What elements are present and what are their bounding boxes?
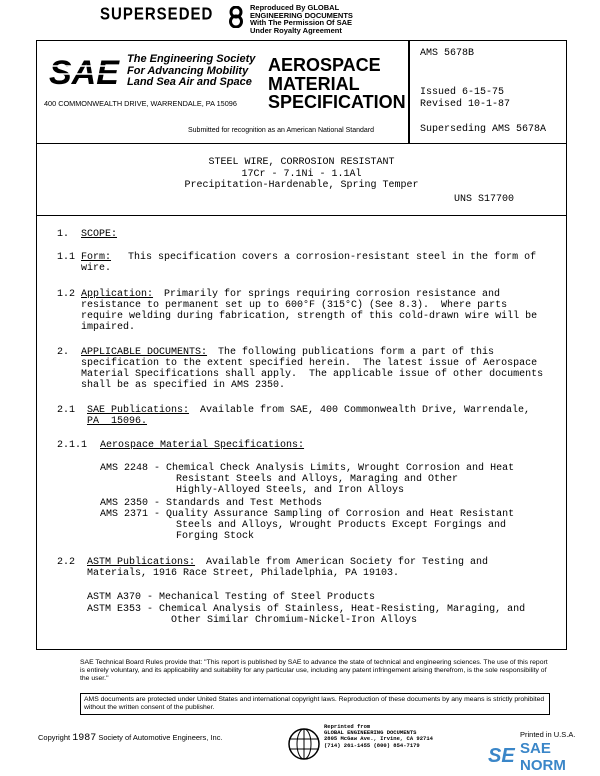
copyright-line: [38, 733, 223, 744]
society-line: For Advancing Mobility: [127, 64, 249, 77]
revised-date: Revised 10-1-87: [420, 99, 511, 110]
reference-text: Resistant Steels and Alloys, Maraging and Other: [176, 474, 459, 485]
reprint-line: (714) 261-1455 (800) 854-7179: [324, 741, 420, 749]
issued-date: Issued 6-15-75: [420, 87, 505, 98]
section-text: shall be as specified in AMS 2350.: [81, 380, 286, 391]
reference-ams-2371: AMS 2371 - Quality Assurance Sampling of Corrosion and Heat Resistant: [100, 509, 515, 520]
section-label-application: Application:: [81, 289, 154, 300]
section-number: 1.: [57, 229, 70, 240]
reference-ams-2350: AMS 2350 - Standards and Test Methods: [100, 498, 323, 509]
submitted-note: Submitted for recognition as an American National Standard: [188, 127, 374, 134]
globe-logo-icon: [286, 726, 322, 762]
copyright-notice: AMS documents are protected under United States and international copyright laws. Reproduction of these documents by any means is strictly prohibited without the written consent of the publisher.: [80, 693, 550, 715]
section-text: wire.: [81, 263, 112, 274]
repro-line: With The Permission Of SAE: [250, 18, 353, 27]
society-address: 400 COMMONWEALTH DRIVE, WARRENDALE, PA 15096: [44, 99, 237, 108]
sae-logo: [47, 54, 125, 88]
reference-astm-e353: ASTM E353 - Chemical Analysis of Stainless, Heat-Resisting, Maraging, and: [87, 604, 526, 615]
header-divider: [408, 40, 410, 144]
svg-text:SE: SE: [488, 745, 515, 766]
svg-text:SAE: SAE: [49, 54, 119, 88]
society-line: Land Sea Air and Space: [127, 76, 252, 88]
reference-astm-a370: ASTM A370 - Mechanical Testing of Steel Products: [87, 592, 376, 603]
section-text: impaired.: [81, 322, 136, 333]
reprint-line: 2805 McGaw Ave., Irvine, CA 92714: [324, 735, 433, 743]
global-stamp-icon: [228, 6, 244, 28]
body-box: [36, 216, 567, 650]
sae-norm-logo-icon: [488, 742, 518, 766]
society-line: The Engineering Society: [127, 53, 256, 65]
reference-ams-2248: AMS 2248 - Chemical Check Analysis Limits, Wrought Corrosion and Heat: [100, 463, 515, 474]
section-label-sae-publications: SAE Publications:: [87, 405, 190, 416]
reference-text: Other Similar Chromium-Nickel-Iron Alloys: [171, 615, 418, 626]
title-line: MATERIAL: [268, 73, 360, 94]
issue-dates: [420, 87, 510, 111]
sae-norm-watermark: SAE NORM: [520, 740, 566, 774]
section-label-ams-specs: Aerospace Material Specifications:: [100, 440, 305, 451]
section-text: specification to the extent specified herein. The latest issue of Aerospace: [81, 358, 538, 369]
title-condition: Precipitation-Hardenable, Spring Temper: [184, 180, 419, 191]
section-heading-scope: SCOPE:: [81, 229, 118, 240]
copyright-label: Copyright: [38, 733, 71, 742]
repro-line: ENGINEERING DOCUMENTS: [250, 10, 353, 20]
title-line: AEROSPACE: [268, 55, 381, 75]
section-text: The following publications form a part of this: [218, 347, 495, 358]
section-number: 1.1: [57, 252, 76, 263]
printed-in: Printed in U.S.A.: [520, 730, 576, 739]
section-text: Primarily for springs requiring corrosion resistance and: [164, 289, 501, 300]
section-number: 1.2: [57, 289, 76, 300]
title-line: SPECIFICATION: [268, 92, 406, 112]
reprint-line: Reprinted from: [324, 723, 371, 730]
section-number: 2.: [57, 347, 70, 358]
section-text: require welding during fabrication, strength of this cold-drawn wire will be: [81, 311, 538, 322]
section-number: 2.1: [57, 405, 76, 416]
section-label-astm-publications: ASTM Publications:: [87, 557, 196, 568]
section-text: Materials, 1916 Race Street, Philadelphia, PA 19103.: [87, 568, 400, 579]
reference-text: Highly-Alloyed Steels, and Iron Alloys: [176, 485, 405, 496]
reproduction-notice: [250, 4, 353, 34]
section-text: resistance to permanent set up to 600°F (315°C) (See 8.3). Where parts: [81, 300, 508, 311]
section-text: Available from SAE, 400 Commonwealth Drive, Warrendale,: [200, 405, 531, 416]
copyright-owner: Society of Automotive Engineers, Inc.: [98, 733, 223, 742]
section-heading-applicable-documents: APPLICABLE DOCUMENTS:: [81, 347, 208, 358]
ams-number: AMS 5678B: [420, 48, 475, 59]
spec-type-title: [268, 56, 406, 112]
section-label-form: Form:: [81, 252, 112, 263]
reference-text: Forging Stock: [176, 531, 255, 542]
title-composition: 17Cr - 7.1Ni - 1.1Al: [241, 168, 362, 180]
society-name: [127, 54, 255, 89]
reference-text: Steels and Alloys, Wrought Products Except Forgings and: [176, 520, 507, 531]
section-text: Material Specifications shall apply. The applicable issue of other documents: [81, 369, 544, 380]
reprint-line: GLOBAL ENGINEERING DOCUMENTS: [324, 729, 417, 737]
superseding-note: Superseding AMS 5678A: [420, 124, 547, 135]
title-material: STEEL WIRE, CORROSION RESISTANT: [208, 157, 395, 168]
uns-number: UNS S17700: [454, 194, 515, 205]
section-text: Available from American Society for Testing and: [206, 557, 489, 568]
section-number: 2.1.1: [57, 440, 88, 451]
repro-line: Reproduced By GLOBAL: [250, 3, 340, 12]
section-text: This specification covers a corrosion-resistant steel in the form of: [128, 252, 537, 263]
technical-board-notice: SAE Technical Board Rules provide that: "This report is published by SAE to advance the state of technical and engineering sciences. The use of this report is entirely voluntary, and its applicability and suitability for any particular use, including any patent infringement arising therefrom, is the sole responsibility of the user.": [80, 659, 548, 682]
repro-line: Under Royalty Agreement: [250, 25, 342, 35]
superseded-stamp: SUPERSEDED: [100, 4, 214, 25]
document-title: [36, 157, 567, 192]
section-text: PA 15096.: [87, 416, 148, 427]
section-number: 2.2: [57, 557, 76, 568]
copyright-year: 1987: [72, 733, 97, 744]
reprint-notice: [324, 724, 433, 749]
